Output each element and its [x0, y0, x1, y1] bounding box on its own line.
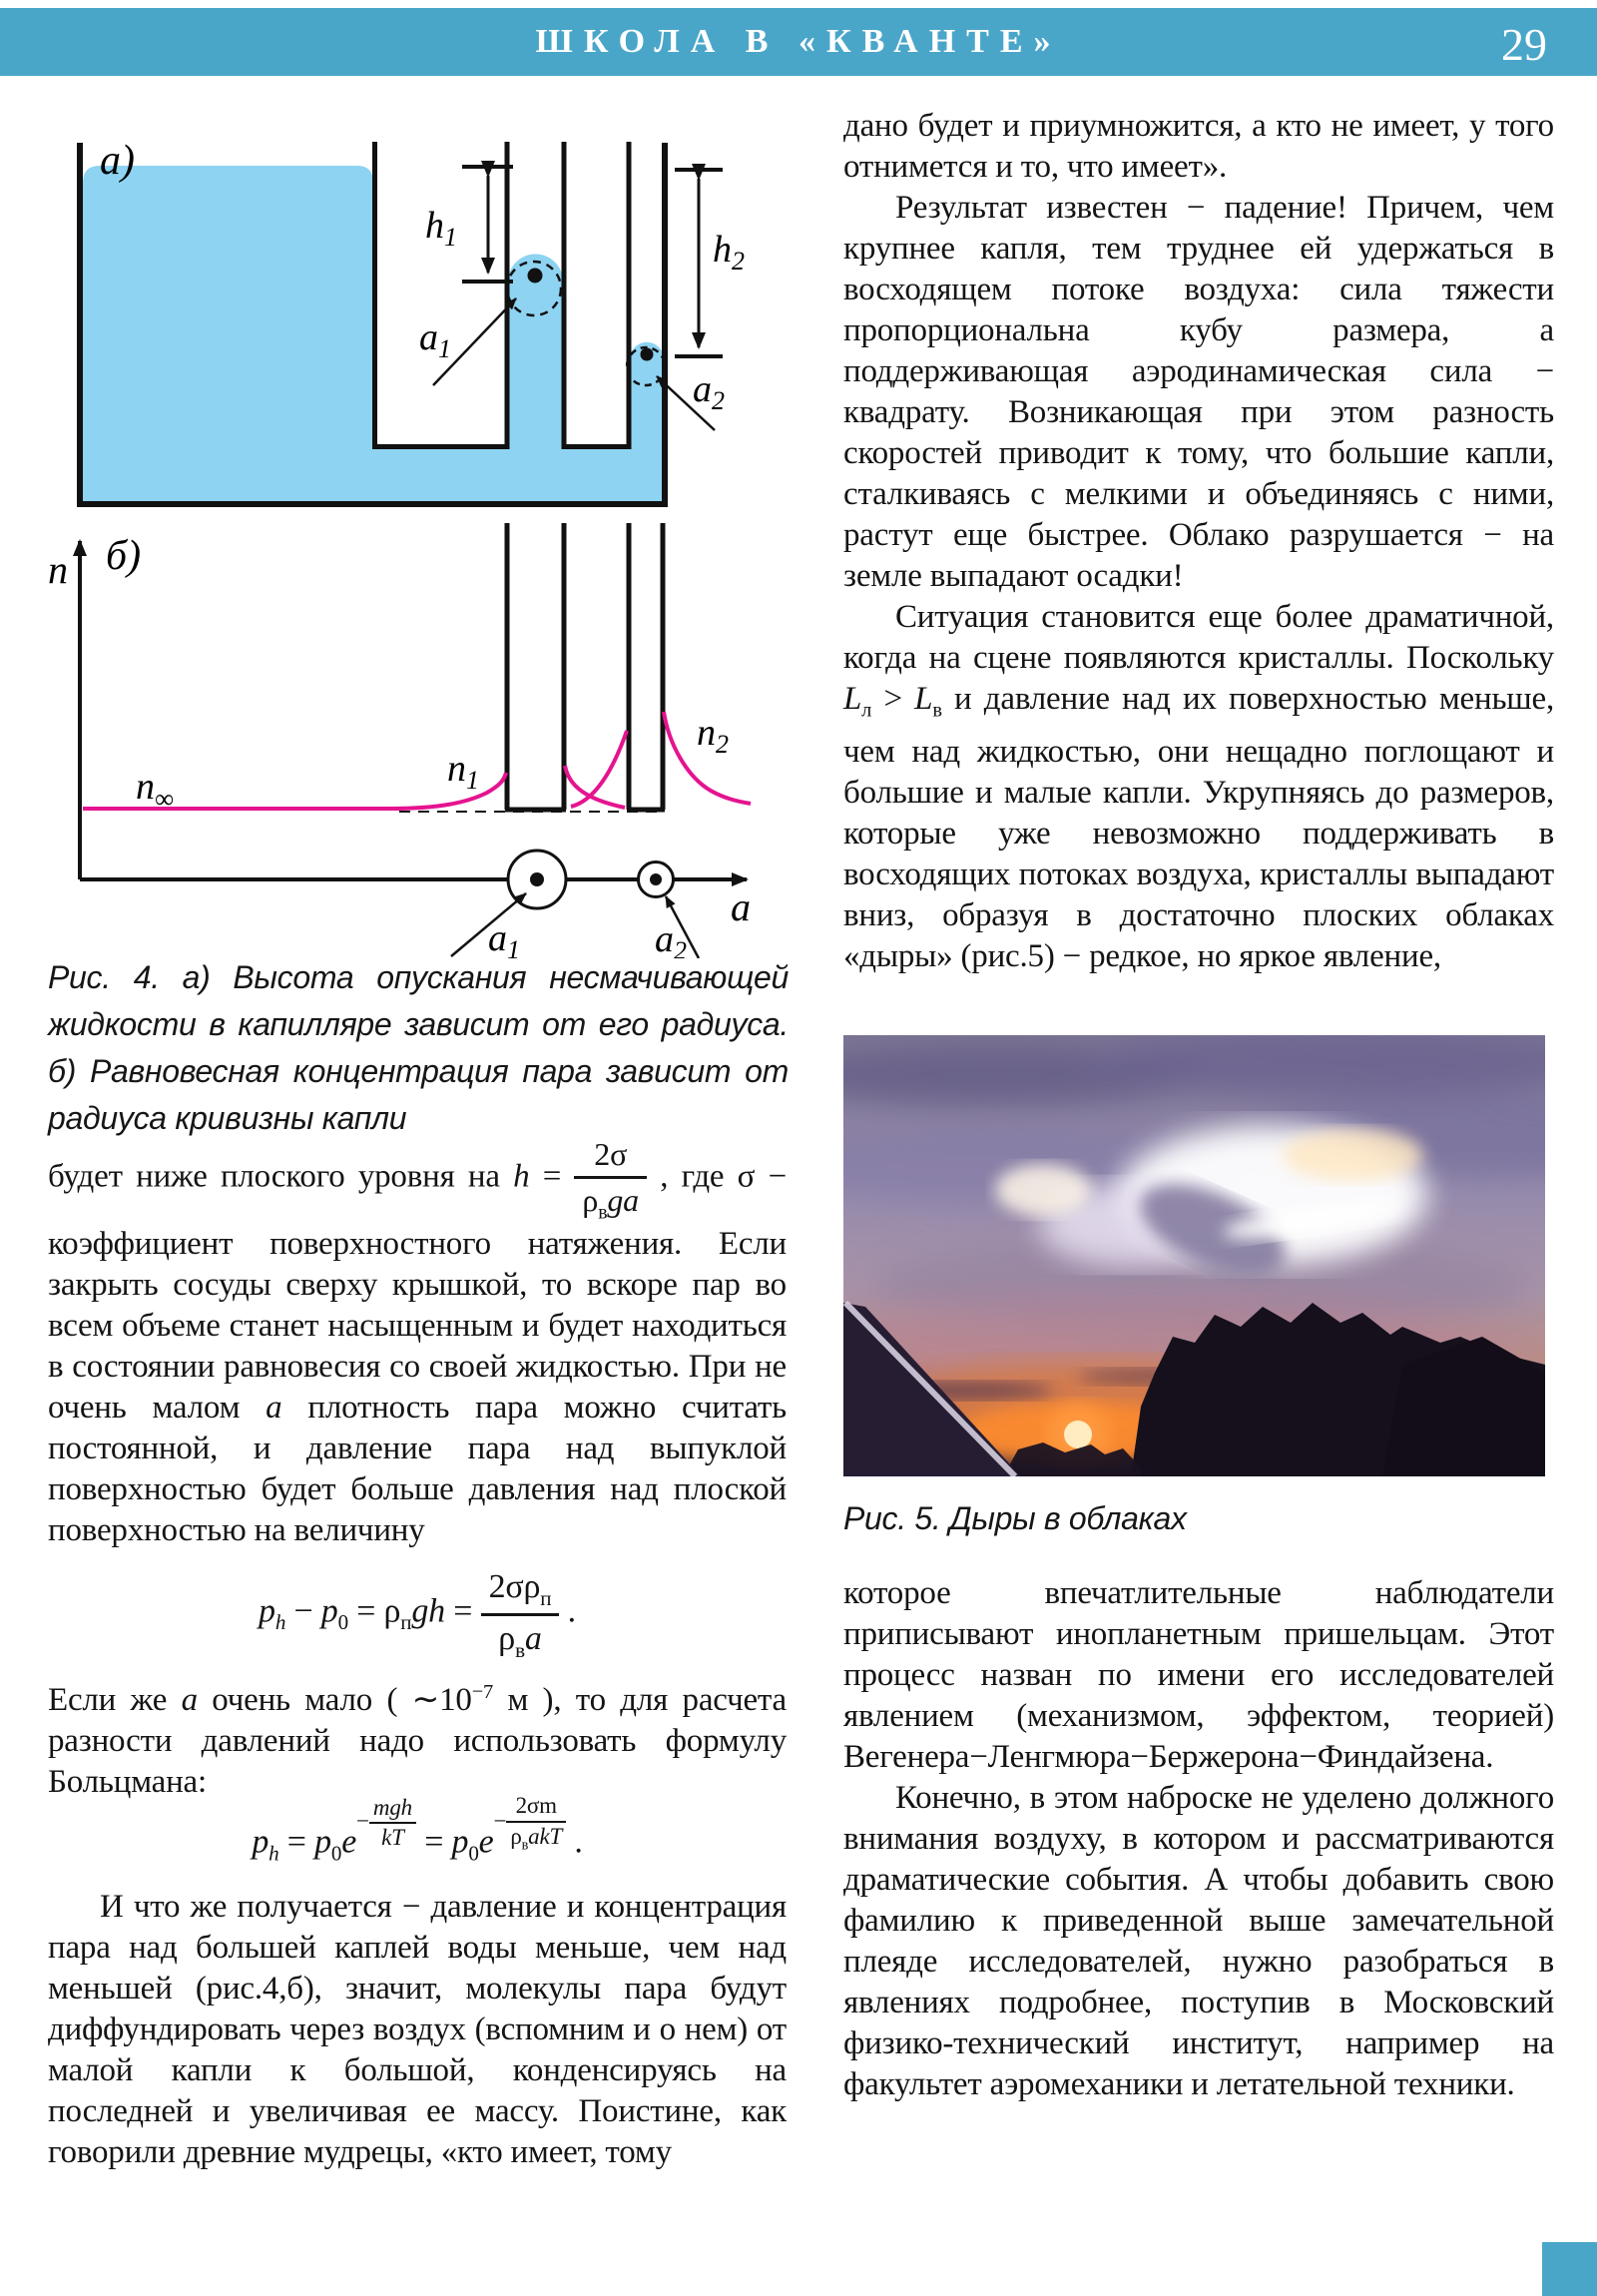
- paragraph-quote-end: дано будет и приумножится, а кто не имеет, у того отнимется и то, что имеет».: [843, 108, 1554, 185]
- n-curve-gap-rise: [571, 731, 627, 807]
- figure4-diagram: [40, 130, 779, 958]
- a2-axis-dot: [650, 873, 662, 885]
- n2-label: $n_2$: [697, 712, 729, 759]
- a1-axis-dot: [530, 872, 544, 886]
- figure5-caption: Рис. 5. Дыры в облаках: [843, 1500, 1187, 1536]
- a1-label: $a_1$: [419, 316, 451, 363]
- right-column-upper: [843, 106, 1554, 977]
- figure4-caption: Рис. 4. а) Высота опускания несмачивающей жидкости в капилляре зависит от его радиуса. б) Равновесная концентрация пара зависит от радиуса кривизны капли: [48, 959, 789, 1136]
- a1-radius-dot: [528, 269, 543, 284]
- formula-pressure-difference: $p_h - p_0 = \rho_пgh$ = $\frac{2\sigma\rho_п}{\rho_вa}$ .: [48, 1565, 787, 1662]
- glass-wall-2: [566, 144, 627, 444]
- clouds-photo: [843, 1035, 1545, 1476]
- page-title: ШКОЛА В «КВАНТЕ»: [535, 23, 1062, 60]
- fig4b-capillary-walls: [507, 523, 663, 810]
- n-infinity-label: $n_\infty$: [136, 766, 175, 814]
- a2-label: $a_2$: [693, 368, 725, 415]
- figure5-photo: [843, 1035, 1545, 1476]
- n-curve-gap-decay: [565, 766, 625, 808]
- page-number: 29: [1501, 19, 1547, 70]
- glass-wall-1: [377, 144, 504, 444]
- fig4b-x-axis-label: a: [731, 884, 751, 929]
- figure4-svg: [40, 130, 779, 958]
- h1-label: $h_1$: [425, 205, 457, 252]
- fig4b-a2-label: $a_2$: [655, 918, 687, 958]
- paragraph-falling-drops: Результат известен − падение! Причем, чем крупнее капля, тем труднее ей удержаться в восходящем потоке воздуха: сила тяжести пропорциональна кубу размера, а поддерживающая аэродинамическая сила − квадрату. Возникающая при этом разность скоростей приводит к тому, что большие капли, сталкиваясь с мелкими и объединяясь с ними, растут еще быстрее. Облако разрушается − на земле выпадают осадки!: [843, 190, 1554, 594]
- paragraph-boltzmann-intro: Если же a очень мало ( $\sim 10^{-7}$ м ), то для расчета разности давлений надо использовать формулу Больцмана:: [48, 1681, 787, 1801]
- fig4b-y-axis-label: n: [48, 547, 68, 592]
- fig4b-label: б): [106, 533, 142, 579]
- fig4b-a1-label: $a_1$: [488, 917, 520, 958]
- fig4a-label: а): [100, 138, 135, 184]
- paragraph-crystals: Ситуация становится еще более драматичной, когда на сцене появляются кристаллы. Поскольку $L_л > L_в$ и давление над их поверхностью меньше, чем над жидкостью, они нещадно поглощают и большие и малые капли. Укрупняясь до размеров, которые уже невозможно поддерживать в восходящих потоках воздуха, кристаллы выпадают вниз, образуя в достаточно плоских облаках «дыры» (рис.5) − редкое, но яркое явление,: [843, 599, 1554, 974]
- paragraph-conclusion: Конечно, в этом наброске не уделено должного внимания воздуху, в котором и рассматриваются драматические события. А чтобы добавить свою фамилию к приведенной выше замечательной плеяде исследователей, нужно разобраться в явлениях подробнее, поступив в Московский физико-технический институт, например на факультет аэромеханики и летательной техники.: [843, 1780, 1554, 2102]
- h2-label: $h_2$: [713, 229, 745, 276]
- paragraph-ufo: которое впечатлительные наблюдатели приписывают инопланетным пришельцам. Этот процесс назван по имени его исследователей явлением (механизмом, эффектом, теорией) Вегенера−Ленгмюра−Бержерона−Финдайзена.: [843, 1575, 1554, 1775]
- a2-radius-dot: [641, 348, 654, 361]
- right-column-lower: [843, 1573, 1554, 2105]
- corner-accent-square: [1542, 2242, 1597, 2296]
- left-column-text: [48, 1134, 787, 2173]
- header-bar: [0, 8, 1597, 76]
- liquid-body: [83, 166, 373, 502]
- paragraph-capillary: будет ниже плоского уровня на h = $\frac{2\sigma}{\rho_вga}$ , где σ − коэффициент поверхностного натяжения. Если закрыть сосуды сверху крышкой, то вскоре пар во всем объеме станет насыщенным и будет находиться в состоянии равновесия со своей жидкостью. При не очень малом a плотность пара можно считать постоянной, и давление пара над выпуклой поверхностью будет больше давления над плоской поверхностью на величину: [48, 1136, 787, 1548]
- liquid-under-block: [373, 446, 664, 502]
- formula-boltzmann: $p_h = p_0e-$ $\frac{\text{mgh}}{kT}$ = $p_0e-$ $\frac{2\sigma m}{\rho_вakT}$ .: [252, 1793, 583, 1866]
- paragraph-diffusion: И что же получается − давление и концентрация пара над большей каплей воды меньше, чем над меньшей (рис.4,б), значит, молекулы пара будут диффундировать через воздух (вспомним и о нем) от малой капли к большой, конденсируясь на последней и увеличивая ее массу. Поистине, как говорили древние мудрецы, «кто имеет, тому: [48, 1889, 787, 2171]
- formula-h-fraction: $\frac{2\sigma}{\rho_вga}$: [574, 1134, 647, 1224]
- n1-label: $n_1$: [447, 748, 479, 795]
